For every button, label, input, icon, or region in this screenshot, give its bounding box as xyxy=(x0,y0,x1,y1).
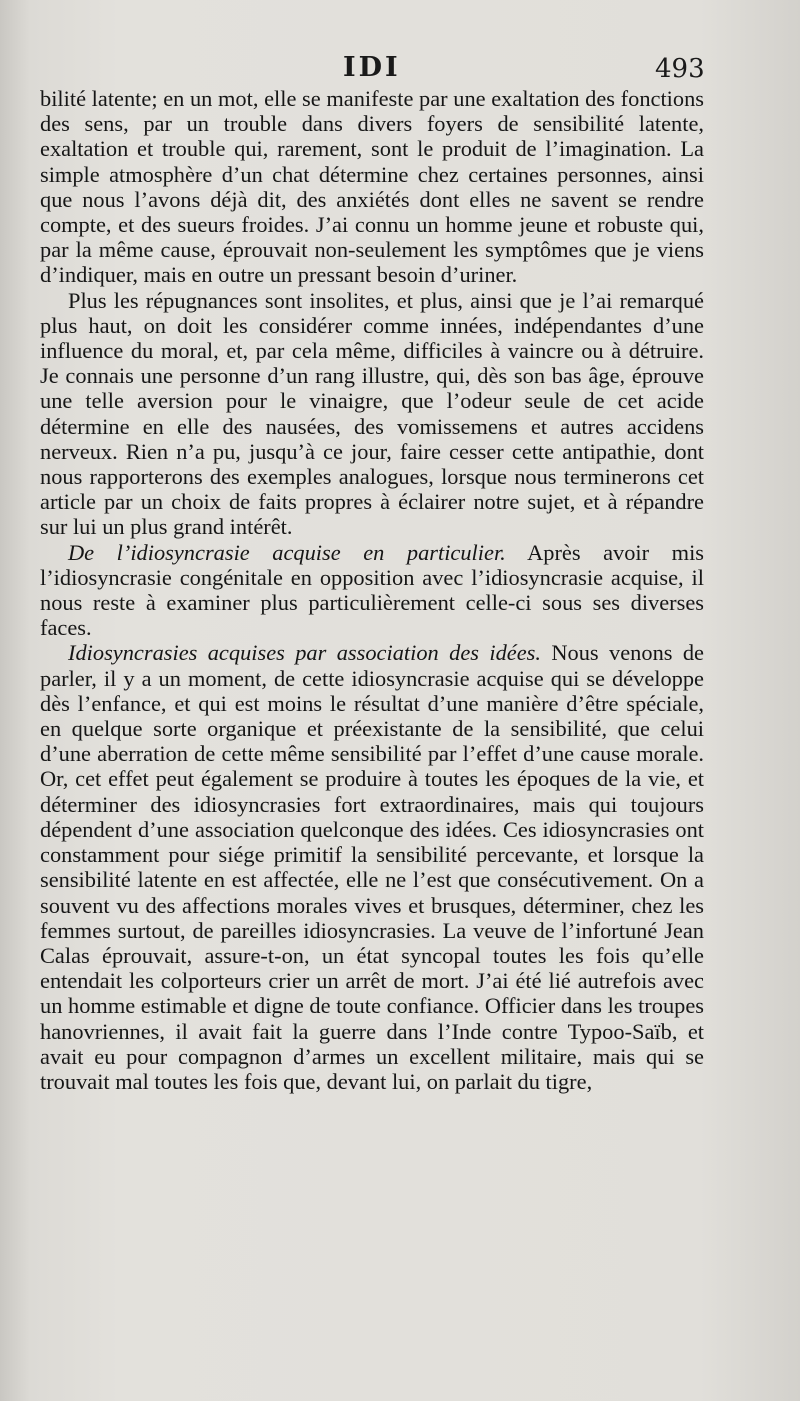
paragraph-acquired-idiosyncrasy xyxy=(40,540,704,641)
paragraph-text: bilité latente; en un mot, elle se manifeste par une exaltation des fonctions des sens, par un trouble dans divers foyers de sensibilité latente, exaltation et trouble qui, rarement, sont le produit de l’imagination. La simple atmosphère d’un chat détermine chez certaines personnes, ainsi que nous l’avons déjà dit, des anxiétés dont elles ne savent se rendre compte, et des sueurs froides. J’ai connu un homme jeune et robuste qui, par la même cause, éprouvait non-seulement les symptômes que je viens d’indiquer, mais en outre un pressant besoin d’uriner. xyxy=(40,86,704,288)
paragraph-text: Nous venons de parler, il y a un moment, de cette idiosyncrasie acquise qui se développe dès l’enfance, et qui est moins le résultat d’une manière d’être spéciale, en quelque sorte organique et préexistante de la sensibilité, que celui d’une aberration de cette même sensibilité par l’effet d’une cause morale. Or, cet effet peut également se produire à toutes les époques de la vie, et déterminer des idiosyncrasies fort extraordinaires, mais qui toujours dépendent d’une association quelconque des idées. Ces idiosyncrasies ont constamment pour siége primitif la sensibilité percevante, et lorsque la sensibilité latente en est affectée, elle ne l’est que consécutivement. On a souvent vu des affections morales vives et brusques, déterminer, chez les femmes surtout, de pareilles idiosyncrasies. La veuve de l’infortuné Jean Calas éprouvait, assure-t-on, un état syncopal toutes les fois qu’elle entendait les colporteurs crier un arrêt de mort. J’ai été lié autrefois avec un homme estimable et digne de toute confiance. Officier dans les troupes hanovriennes, il avait fait la guerre dans l’Inde contre Typoo-Saïb, et avait eu pour compagnon d’armes un excellent militaire, mais qui se trouvait mal toutes les fois que, devant lui, on parlait du tigre, xyxy=(40,640,704,1094)
running-head: IDI xyxy=(343,52,401,83)
page-number: 493 xyxy=(655,54,705,84)
paragraph-text: Après avoir mis l’idiosyncrasie congénitale en opposition avec l’idiosyncrasie acquise, il nous reste à examiner plus particulièrement celle-ci sous ses diverses faces. xyxy=(40,539,705,641)
page-header xyxy=(0,52,800,88)
paragraph-association-of-ideas xyxy=(40,640,704,1094)
paragraph-repugnances xyxy=(40,288,704,540)
section-lead-heading: De l’idiosyncrasie acquise en particulier. xyxy=(68,539,506,565)
section-lead-heading: Idiosyncrasies acquises par association des idées. xyxy=(68,640,541,666)
paragraph-text: Plus les répugnances sont insolites, et plus, ainsi que je l’ai remarqué plus haut, on doit les considérer comme innées, indépendantes d’une influence du moral, et, par cela même, difficiles à vaincre ou à détruire. Je connais une personne d’un rang illustre, qui, dès son bas âge, éprouve une telle aversion pour le vinaigre, que l’odeur seule de cet acide détermine en elle des nausées, des vomissemens et autres accidens nerveux. Rien n’a pu, jusqu’à ce jour, faire cesser cette antipathie, dont nous rapporterons des exemples analogues, lorsque nous terminerons cet article par un choix de faits propres à éclairer notre sujet, et à répandre sur lui un plus grand intérêt. xyxy=(40,287,704,540)
paragraph-continuation xyxy=(40,86,704,288)
body-text xyxy=(40,86,704,1094)
